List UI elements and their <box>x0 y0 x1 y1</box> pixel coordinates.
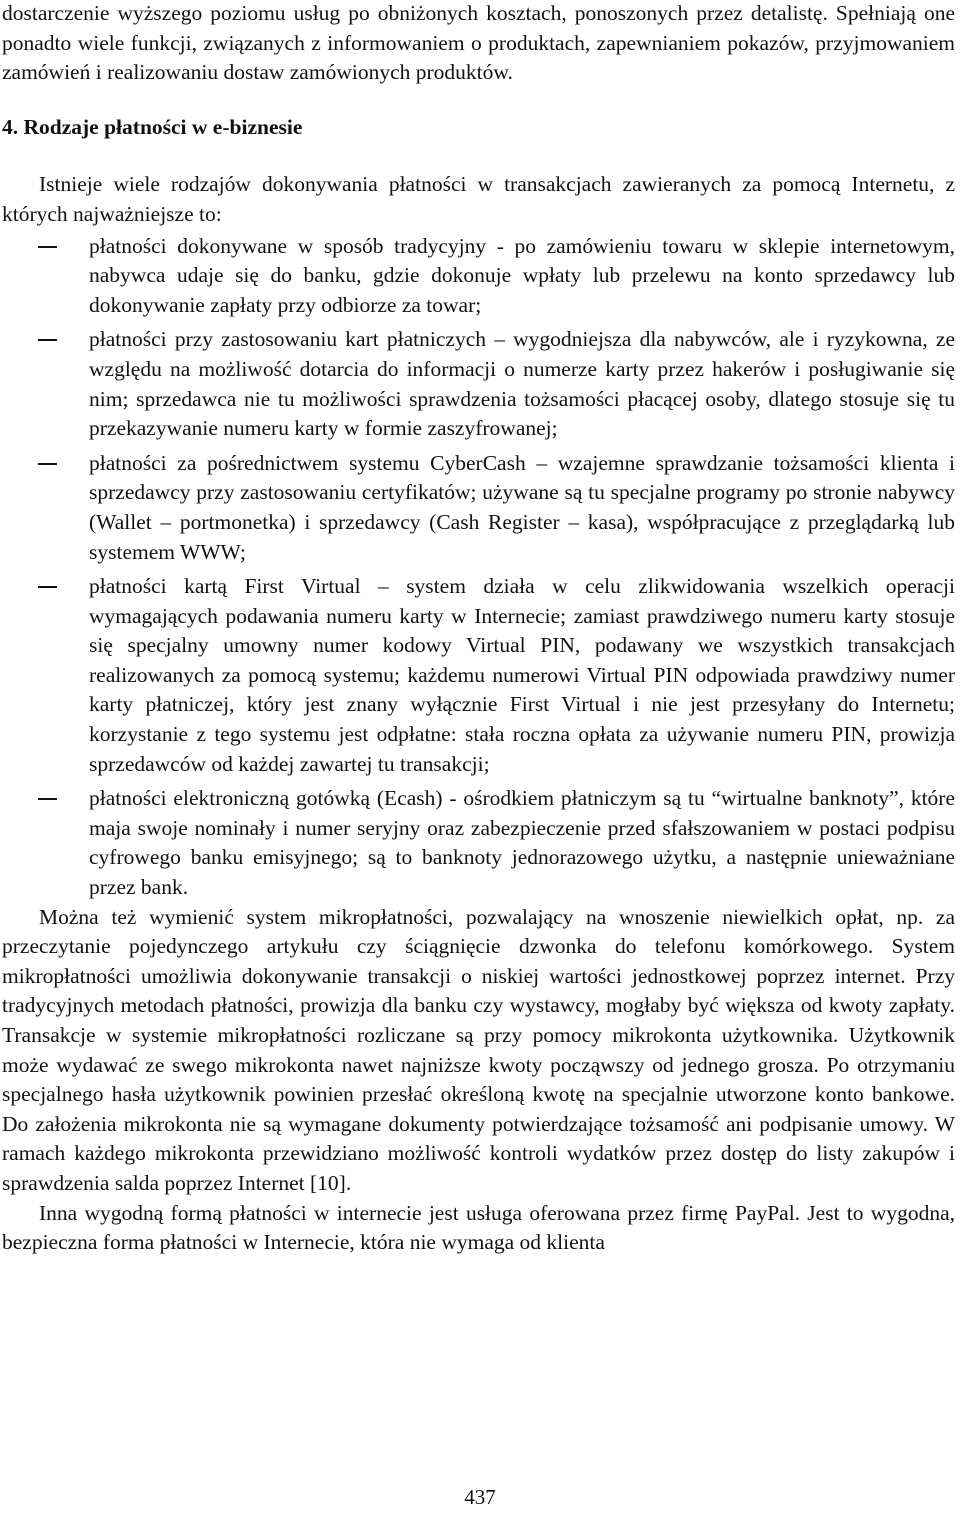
list-item <box>2 232 955 321</box>
dash-bullet-icon <box>38 246 57 248</box>
payment-types-list <box>2 232 955 903</box>
paypal-paragraph: Inna wygodną formą płatności w internecie jest usługa oferowana przez firmę PayPal. Jest to wygodna, bezpieczna forma płatności w Internecie, która nie wymaga od klienta <box>2 1200 955 1255</box>
section-heading: 4. Rodzaje płatności w e-biznesie <box>2 114 303 139</box>
micropayments-paragraph: Można też wymienić system mikropłatności, pozwalający na wnoszenie niewielkich opłat, np. za przeczytanie pojedynczego artykułu czy ściągnięcie dzwonka do telefonu komórkowego. System mikropłatności umożliwia dokonywanie transakcji o niskiej wartości jednostkowej poprzez internet. Przy tradycyjnych metodach płatności, prowizja dla banku czy wystawcy, mogłaby być większa od kwoty zapłaty. Transakcje w systemie mikropłatności rozliczane są przy pomocy mikrokonta użytkownika. Użytkownik może wydawać ze swego mikrokonta nawet najniższe kwoty począwszy od jednego grosza. Po otrzymaniu specjalnego hasła użytkownik powinien przesłać określoną kwotę na specjalnie utworzone konto bankowe. Do założenia mikrokonta nie są wymagane dokumenty potwierdzające tożsamość ani podpisanie umowy. W ramach każdego mikrokonta przewidziano możliwość kontroli wydatków przez dostęp do listy zakupów i sprawdzenia salda poprzez Internet [10]. <box>2 904 955 1195</box>
dash-bullet-icon <box>38 463 57 465</box>
page-number: 437 <box>464 1485 496 1509</box>
dash-bullet-icon <box>38 339 57 341</box>
document-page <box>2 0 955 1258</box>
lead-paragraph: Istnieje wiele rodzajów dokonywania płatności w transakcjach zawieranych za pomocą Internetu, z których najważniejsze to: <box>2 172 955 226</box>
list-item-text: płatności za pośrednictwem systemu CyberCash – wzajemne sprawdzanie tożsamości klienta i sprzedawcy przy zastosowaniu certyfikatów; używane są tu specjalne programy po stronie nabywcy (Wallet – portmonetka) i sprzedawcy (Cash Register – kasa), współpracujące z przeglądarką lub systemem WWW; <box>89 450 955 564</box>
list-item <box>2 572 955 779</box>
list-item <box>2 784 955 902</box>
list-item-text: płatności kartą First Virtual – system działa w celu zlikwidowania wszelkich operacji wymagających podawania numeru karty w Internecie; zamiast prawdziwego numeru karty stosuje się specjalny umowny numer kodowy Virtual PIN, podawany we wszystkich transakcjach realizowanych za pomocą systemu; każdemu numerowi Virtual PIN odpowiada prawdziwy numer karty płatniczej, który jest znany wyłącznie First Virtual i nie jest przesyłany do Internetu; korzystanie z tego systemu jest odpłatne: stała roczna opłata za używanie numeru PIN, prowizja sprzedawców od każdej zawartej tu transakcji; <box>89 574 955 776</box>
list-item <box>2 449 955 567</box>
list-item <box>2 325 955 443</box>
list-item-text: płatności elektroniczną gotówką (Ecash) - ośrodkiem płatniczym są tu “wirtualne banknoty”, które maja swoje nominały i numer seryjny oraz zabezpieczenie przed sfałszowaniem w postaci podpisu cyfrowego banku emisyjnego; są to banknoty jednorazowego użytku, a następnie unieważniane przez bank. <box>89 786 955 900</box>
list-item-text: płatności dokonywane w sposób tradycyjny - po zamówieniu towaru w sklepie internetowym, nabywca udaje się do banku, gdzie dokonuje wpłaty lub przelewu na konto sprzedawcy lub dokonywanie zapłaty przy odbiorze za towar; <box>89 233 955 317</box>
list-item-text: płatności przy zastosowaniu kart płatniczych – wygodniejsza dla nabywców, ale i ryzykowna, ze względu na możliwość dotarcia do informacji o numerze karty przez hakerów i posługiwanie się nim; sprzedawca nie tu możliwości sprawdzenia tożsamości płacącej osoby, dlatego stosuje się tu przekazywanie numeru karty w formie zaszyfrowanej; <box>89 327 955 441</box>
dash-bullet-icon <box>38 586 57 588</box>
dash-bullet-icon <box>38 798 57 800</box>
intro-paragraph: dostarczenie wyższego poziomu usług po obniżonych kosztach, ponoszonych przez detalistę. Spełniają one ponadto wiele funkcji, związanych z informowaniem o produktach, zapewnianiem pokazów, przyjmowaniem zamówień i realizowaniu dostaw zamówionych produktów. <box>2 1 955 85</box>
